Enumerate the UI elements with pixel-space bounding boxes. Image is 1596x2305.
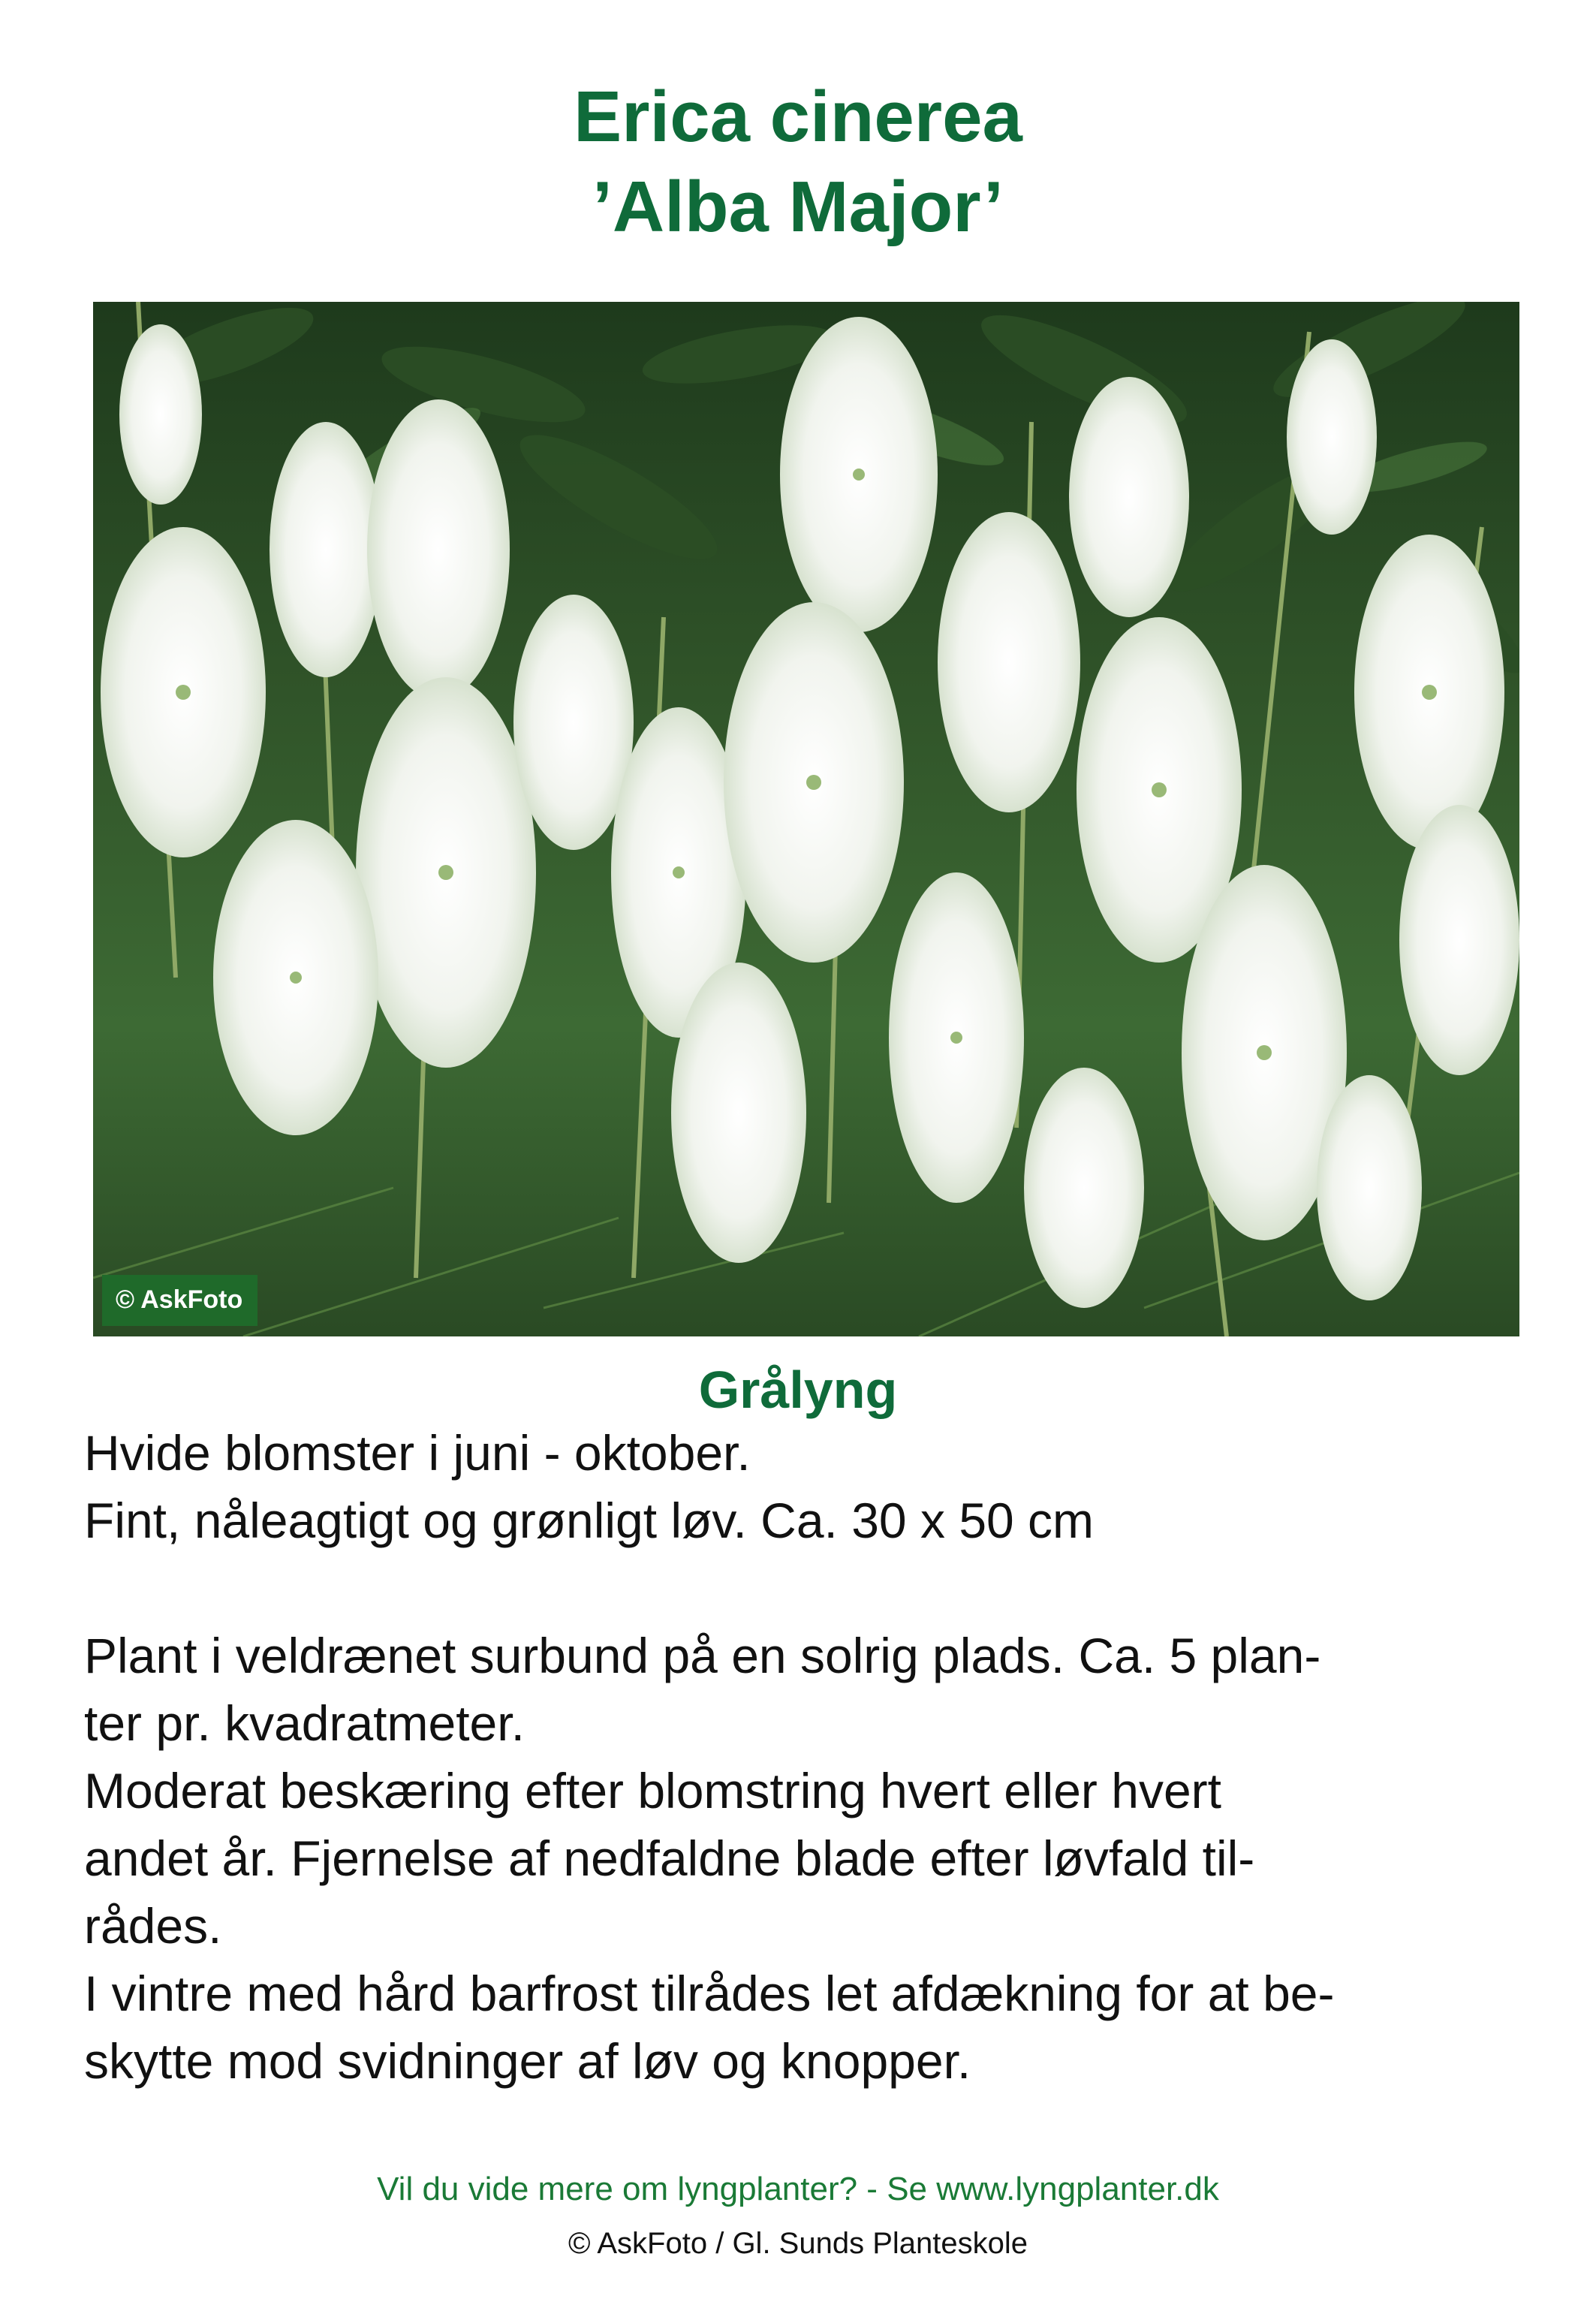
description-line: Fint, nåleagtigt og grønligt løv. Ca. 30 x 50 cm xyxy=(84,1493,1095,1548)
description-line: ter pr. kvadratmeter. xyxy=(84,1695,525,1751)
common-name: Grålyng xyxy=(698,1360,898,1419)
description-line: I vintre med hård barfrost tilrådes let afdækning for at be- xyxy=(84,1966,1335,2021)
description-line: skytte mod svidninger af løv og knopper. xyxy=(84,2033,971,2089)
description-line: andet år. Fjernelse af nedfaldne blade efter løvfald til- xyxy=(84,1830,1255,1886)
description-line: rådes. xyxy=(84,1898,222,1954)
footer-copyright: © AskFoto / Gl. Sunds Planteskole xyxy=(568,2227,1028,2260)
plant-title: Erica cinerea xyxy=(574,77,1022,157)
description-line: Hvide blomster i juni - oktober. xyxy=(84,1425,751,1481)
description-line: Plant i veldrænet surbund på en solrig plads. Ca. 5 plan- xyxy=(84,1628,1321,1683)
description-line: Moderat beskæring efter blomstring hvert eller hvert xyxy=(84,1763,1221,1818)
footer-website-link[interactable]: Vil du vide mere om lyngplanter? - Se www.lyngplanter.dk xyxy=(377,2171,1219,2207)
cultivar-name: ’Alba Major’ xyxy=(592,167,1004,247)
plant-photo xyxy=(93,302,1519,1336)
photo-credit-badge: © AskFoto xyxy=(102,1275,257,1326)
